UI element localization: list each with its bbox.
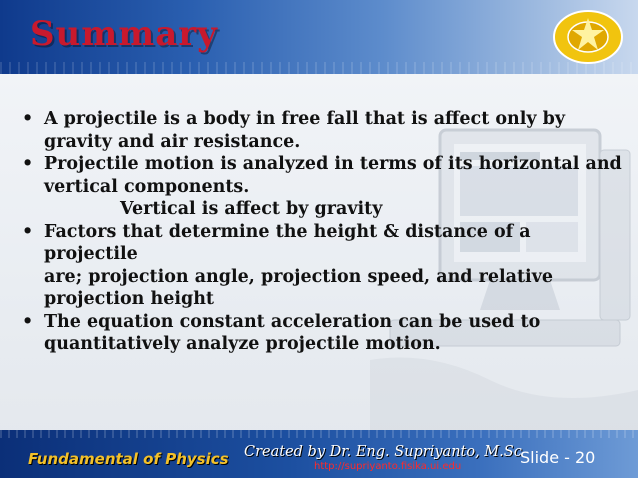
footer-stripes [0,430,638,438]
header-stripes [0,62,638,74]
bullet-line: A projectile is a body in free fall that is affect only by [44,109,566,129]
bullet-item [20,153,625,198]
bullet-line: vertical components. [44,176,250,197]
university-logo [548,6,628,68]
bullet-item [20,311,625,356]
bullet-line: projection height [44,289,215,309]
bullet-line: are; projection angle, projection speed, and relative [44,266,553,287]
bullet-line: gravity and air resistance. [44,131,301,152]
bullet-item [20,221,625,311]
slide-title: Summary [30,14,218,54]
slide-number: Slide - 20 [520,448,596,467]
bullet-marker: • [22,221,34,242]
author-url-link[interactable]: http://supriyanto.fisika.ui.edu [314,461,462,472]
bullet-line: quantitatively analyze projectile motion. [44,334,441,354]
bullet-marker: • [22,109,34,129]
author-credit: Created by Dr. Eng. Supriyanto, M.Sc [244,444,522,460]
course-name: Fundamental of Physics [28,450,229,468]
bullet-marker: • [22,154,34,174]
bullet-item [20,108,625,153]
bullet-list [20,108,625,356]
sub-note: Vertical is affect by gravity [120,199,383,219]
bullet-marker: • [22,311,34,332]
bullet-line: Factors that determine the height & distance of a projectile [44,221,531,264]
bullet-line: Projectile motion is analyzed in terms of its horizontal and [44,154,622,174]
bullet-line: The equation constant acceleration can be used to [44,311,541,332]
